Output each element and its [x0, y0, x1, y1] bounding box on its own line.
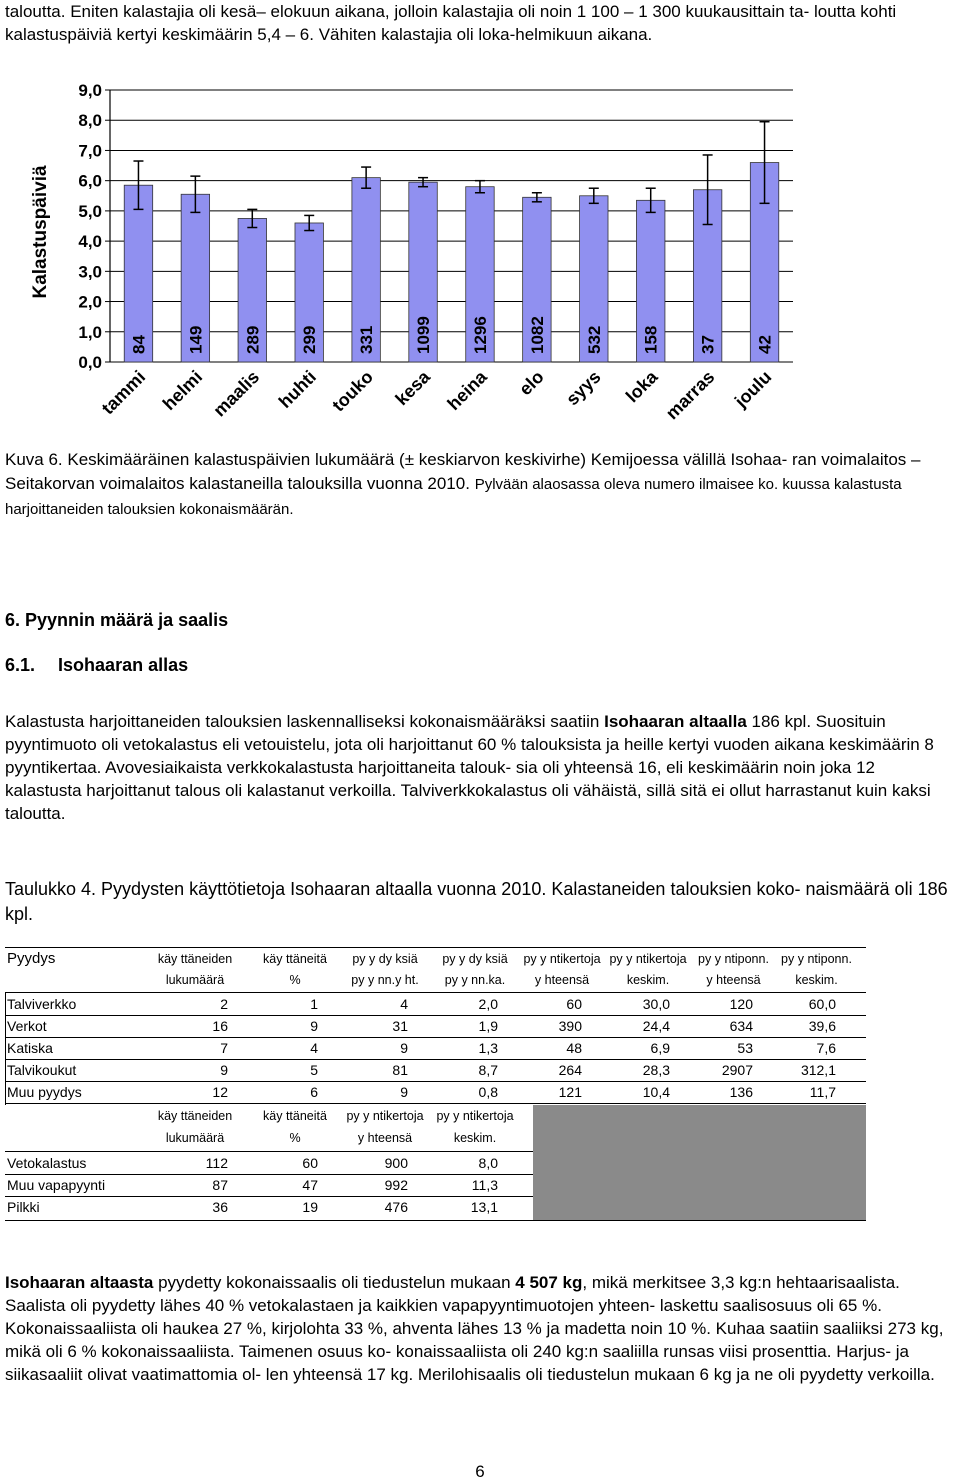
- table-header: %: [289, 973, 301, 987]
- table-cell: 48: [566, 1040, 582, 1056]
- table-cell: 900: [384, 1155, 408, 1171]
- table-cell: 19: [302, 1199, 318, 1215]
- chart-x-tick-label: loka: [621, 366, 662, 407]
- table-row-label: Talviverkko: [7, 996, 77, 1012]
- section-number: 6.: [5, 610, 21, 630]
- chart-y-tick-label: 2,0: [78, 292, 102, 312]
- table-cell: 264: [558, 1062, 582, 1078]
- table-rule: [5, 1174, 533, 1175]
- table-cell: 1,9: [478, 1018, 498, 1034]
- chart-count-label: 289: [243, 325, 263, 354]
- table-cell: 16: [212, 1018, 228, 1034]
- table-cell: 39,6: [808, 1018, 836, 1034]
- table-cell: 28,3: [642, 1062, 670, 1078]
- table-header: lukumäärä: [165, 973, 225, 987]
- chart-x-tick-label: elo: [515, 366, 548, 400]
- table-header: py y ntikertoja: [436, 1109, 514, 1123]
- chart-count-label: 42: [755, 335, 775, 354]
- chart-x-tick-label: marras: [661, 366, 719, 424]
- table-cell: 60: [566, 996, 582, 1012]
- paragraph-usage-text-1: Kalastusta harjoittaneiden talouksien laskennalliseksi kokonaismääräksi saatiin: [5, 712, 605, 731]
- table-header: keskim.: [453, 1131, 497, 1145]
- table-cell: 992: [384, 1177, 408, 1193]
- table-header: py y ntiponn.: [698, 952, 769, 966]
- table-cell: 11,3: [471, 1177, 498, 1193]
- chart-count-label: 84: [129, 335, 149, 354]
- chart-x-tick-label: helmi: [158, 366, 207, 415]
- chart-y-axis-label: Kalastuspäiviä: [30, 165, 51, 299]
- table-cell: 120: [729, 996, 753, 1012]
- table-cell: 12: [212, 1084, 228, 1100]
- chart-y-tick-label: 0,0: [78, 353, 102, 372]
- table-cell: 390: [558, 1018, 582, 1034]
- table-caption: Taulukko 4. Pyydysten käyttötietoja Isohaaran altaalla vuonna 2010. Kalastaneiden talouksien koko- naismäärä oli 186 kpl.: [5, 879, 948, 924]
- table-cell: 6: [310, 1084, 318, 1100]
- table-header: lukumäärä: [165, 1131, 225, 1145]
- chart-y-tick-label: 9,0: [78, 81, 102, 100]
- table-header: käy ttäneitä: [263, 952, 327, 966]
- table-header: %: [289, 1131, 301, 1145]
- paragraph-usage: [5, 710, 955, 825]
- figure-caption-main: Kuva 6. Keskimääräinen kalastuspäivien lukumäärä (± keskiarvon keskivirhe) Kemijoessa välillä Isohaa- ran voimalaitos – Seitakorvan voimalaitos kalastaneilla talouksilla vuonna 2010.: [5, 450, 921, 493]
- section-title: Pyynnin määrä ja saalis: [25, 610, 229, 630]
- table-cell: 4: [400, 996, 408, 1012]
- table-cell: 121: [558, 1084, 582, 1100]
- table-cell: 5: [310, 1062, 318, 1078]
- table-header: py y nn.ka.: [444, 973, 506, 987]
- chart-y-tick-label: 5,0: [78, 201, 102, 221]
- table-rule: [5, 1015, 866, 1016]
- table-row-label: Muu vapapyynti: [7, 1177, 106, 1193]
- table-header: py y ntikertoja: [609, 952, 687, 966]
- table-cell: 9: [400, 1040, 408, 1056]
- chart-x-tick-label: heina: [443, 366, 491, 415]
- chart-y-tick-label: 8,0: [78, 111, 102, 131]
- table-corner-header: Pyydys: [7, 950, 56, 967]
- chart-count-label: 1099: [414, 316, 434, 354]
- chart-count-label: 37: [698, 335, 718, 354]
- table-empty-shaded-area: [533, 1105, 866, 1221]
- intro-paragraph: taloutta. Eniten kalastajia oli kesä– elokuun aikana, jolloin kalastajia oli noin 1 100 – 1 300 kuukausittain ta- loutta kohti kalastuspäiviä kertyi keskimäärin 5,4 – 6. Vähiten kalastajia oli loka-helmikuun aikana.: [5, 2, 897, 44]
- chart-x-tick-label: huhti: [274, 366, 321, 412]
- table-rule: [5, 1059, 866, 1060]
- table-row-label: Muu pyydys: [7, 1084, 82, 1100]
- chart-y-tick-label: 7,0: [78, 141, 102, 161]
- chart-count-label: 532: [584, 325, 604, 354]
- chart-y-tick-label: 6,0: [78, 171, 102, 191]
- table-row-label: Talvikoukut: [7, 1062, 77, 1078]
- table-header: keskim.: [795, 973, 838, 987]
- paragraph-catch: [5, 1271, 955, 1386]
- table-cell: 2: [220, 996, 228, 1012]
- table-cell: 7,6: [816, 1040, 836, 1056]
- chart-x-tick-label: touko: [328, 366, 377, 416]
- chart-y-tick-label: 3,0: [78, 262, 102, 282]
- figure-caption-note: Pylvään alaosassa oleva numero ilmaisee ko. kuussa kalastusta harjoittaneiden talouksien kokonaismäärän.: [5, 476, 902, 518]
- table-cell: 60,0: [808, 996, 836, 1012]
- table-cell: 36: [212, 1199, 228, 1215]
- table-header: py y nn.y ht.: [351, 973, 419, 987]
- chart-x-tick-labels: [98, 366, 776, 423]
- table-cell: 112: [205, 1155, 228, 1171]
- table-header: py y dy ksiä: [352, 952, 418, 966]
- table-cell: 1: [310, 996, 318, 1012]
- table-cell: 8,0: [478, 1155, 498, 1171]
- chart-x-tick-label: syys: [562, 366, 605, 410]
- chart-x-tick-label: joulu: [730, 366, 776, 412]
- table-header: käy ttäneiden: [157, 1109, 233, 1123]
- table-cell: 47: [302, 1177, 318, 1193]
- table-rule: [5, 992, 866, 993]
- table-cell: 81: [392, 1062, 408, 1078]
- table-cell: 634: [729, 1018, 753, 1034]
- table-cell: 24,4: [642, 1018, 670, 1034]
- table-cell: 11,7: [809, 1084, 836, 1100]
- table-cell: 1,3: [478, 1040, 498, 1056]
- table-cell: 0,8: [478, 1084, 498, 1100]
- paragraph-usage-text-2: 186 kpl. Suosituin pyyntimuoto oli vetokalastus eli vetouistelu, jota oli harjoittanut 60 % talouksista ja heille kertyi vuoden aikana keskimäärin 8 pyyntikertaa. Avovesiaikaista verkkokalastusta harjoittaneita talouk- sia oli yhteensä 16, eli keskimäärin noin joka 12 kalastusta harjoittanut talous oli kalastanut verkoilla. Talviverkkokalastus oli vähäistä, sillä sitä ei ollut harrastanut kuin kaksi taloutta.: [5, 712, 934, 823]
- table-cell: 9: [310, 1018, 318, 1034]
- chart-y-tick-labels: [78, 81, 102, 372]
- fishing-days-bar-chart: [28, 72, 798, 442]
- table-cell: 10,4: [642, 1084, 670, 1100]
- table-rule: [5, 1081, 866, 1082]
- table-cell: 7: [220, 1040, 228, 1056]
- table-cell: 2907: [721, 1062, 753, 1078]
- paragraph-catch-text-1: pyydetty kokonaissaalis oli tiedustelun mukaan: [153, 1273, 516, 1292]
- paragraph-catch-bold-1: Isohaaran altaasta: [5, 1273, 154, 1292]
- table-row-label: Katiska: [7, 1040, 53, 1056]
- table-cell: 31: [392, 1018, 408, 1034]
- table-rule: [5, 1103, 866, 1104]
- table-cell: 476: [384, 1199, 408, 1215]
- paragraph-catch-bold-2: 4 507 kg: [515, 1273, 583, 1292]
- table-cell: 312,1: [800, 1062, 836, 1078]
- table-rule: [5, 1037, 866, 1038]
- chart-count-label: 1296: [470, 316, 490, 354]
- chart-x-tick-label: tammi: [97, 366, 150, 419]
- table-cell: 87: [212, 1177, 228, 1193]
- table-cell: 6,9: [650, 1040, 670, 1056]
- table-header: py y ntikertoja: [346, 1109, 424, 1123]
- table-header: y hteensä: [534, 973, 590, 987]
- table-cell: 30,0: [642, 996, 670, 1012]
- table-cell: 9: [400, 1084, 408, 1100]
- table-header: py y ntiponn.: [781, 952, 852, 966]
- table-header: käy ttäneiden: [157, 952, 233, 966]
- subsection-heading: [5, 655, 188, 676]
- table-cell: 2,0: [478, 996, 498, 1012]
- table-header: y hteensä: [357, 1131, 413, 1145]
- table-cell: 9: [220, 1062, 228, 1078]
- paragraph-usage-bold: Isohaaran altaalla: [604, 712, 747, 731]
- chart-y-tick-label: 1,0: [78, 322, 102, 342]
- table-row-label: Verkot: [7, 1018, 47, 1034]
- chart-count-label: 299: [300, 325, 320, 354]
- table-cell: 4: [310, 1040, 318, 1056]
- figure-caption: [5, 448, 955, 522]
- table-rule: [5, 1196, 533, 1197]
- chart-count-label: 1082: [527, 316, 547, 354]
- table-header: y hteensä: [706, 973, 761, 987]
- table-row-label: Vetokalastus: [7, 1155, 87, 1171]
- table-cell: 8,7: [478, 1062, 498, 1078]
- chart-x-tick-label: maalis: [209, 366, 264, 421]
- table-rule: [5, 1220, 866, 1221]
- chart-y-tick-label: 4,0: [78, 232, 102, 252]
- chart-count-label: 158: [641, 325, 661, 354]
- subsection-title: Isohaaran allas: [58, 655, 189, 675]
- chart-count-label: 149: [186, 325, 206, 354]
- table-cell: 136: [729, 1084, 753, 1100]
- section-heading: [5, 610, 228, 631]
- chart-x-tick-label: kesa: [391, 366, 434, 410]
- table-cell: 53: [737, 1040, 753, 1056]
- table-header: py y dy ksiä: [442, 952, 508, 966]
- table-header: py y ntikertoja: [523, 952, 601, 966]
- paragraph-catch-text-2: , mikä merkitsee 3,3 kg:n hehtaarisaalista. Saalista oli pyydetty lähes 40 % vetokalastaen ja kaikkien vapapyyntimuotojen yhteen- laskettu saalisosuus oli 65 %. Kokonaissaaliista oli haukea 27 %, kirjolohta 33 %, ahventa lähes 13 % ja madetta noin 10 %. Kuhaa saatiin saaliiksi 273 kg, mikä oli 6 % kokonaissaaliista. Taimenen osuus ko- konaissaaliista oli 240 kg:n saaliilla runsas viisi prosenttia. Harjus- ja siikasaaliit olivat vaatimattomia ol- len yhteensä 17 kg. Merilohisaalis oli tiedustelun mukaan 6 kg ja ne oli pyydetty verkoilla.: [5, 1273, 944, 1384]
- table-header: keskim.: [626, 973, 670, 987]
- table-rule: [5, 1151, 533, 1152]
- chart-bars: [124, 122, 779, 362]
- page-number: 6: [475, 1462, 485, 1481]
- table-rule: [5, 992, 6, 1105]
- chart-count-label: 331: [357, 325, 377, 354]
- table-row-label: Pilkki: [7, 1199, 40, 1215]
- subsection-number: 6.1.: [5, 655, 36, 675]
- table-header: käy ttäneitä: [263, 1109, 327, 1123]
- table-cell: 60: [302, 1155, 318, 1171]
- table-cell: 13,1: [470, 1199, 498, 1215]
- table-rule: [5, 947, 866, 948]
